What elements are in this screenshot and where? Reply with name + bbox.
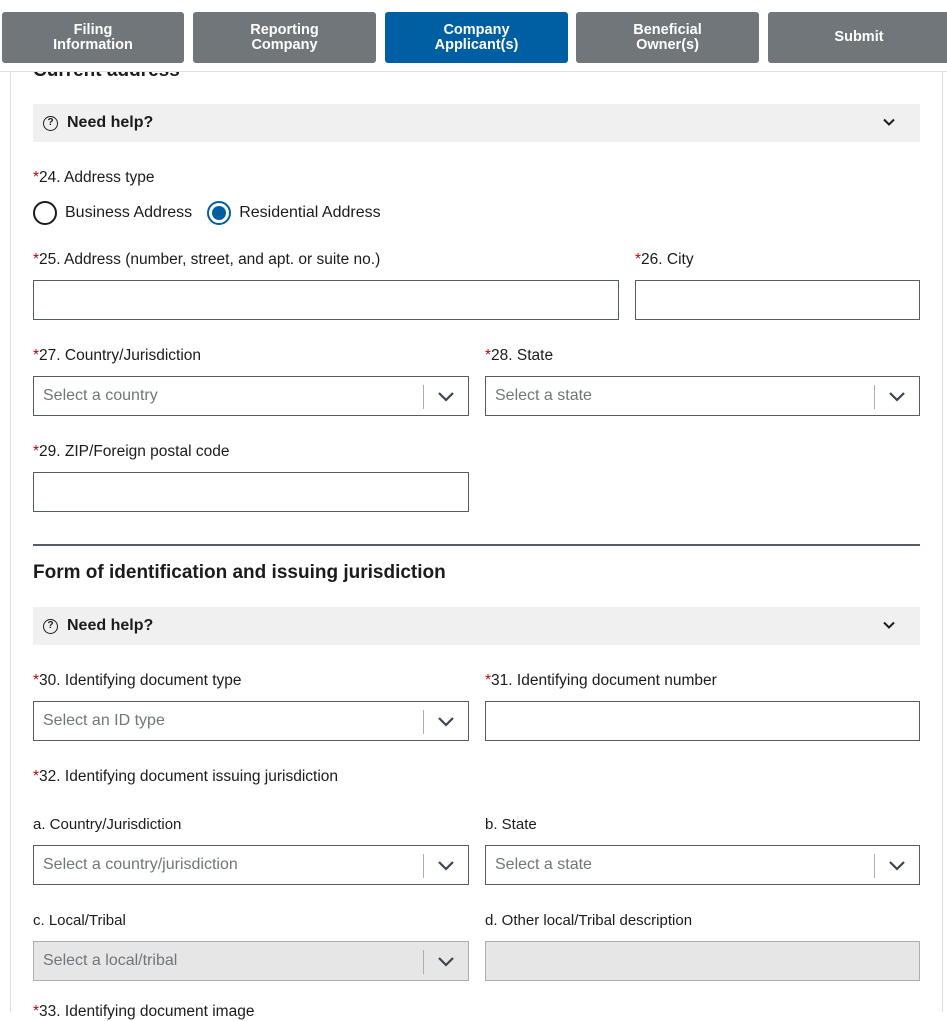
business-address-label: Business Address xyxy=(65,204,193,221)
tab-label: Submit xyxy=(834,29,884,45)
country-label: *27. Country/Jurisdiction xyxy=(33,347,202,364)
chevron-down-icon xyxy=(882,115,896,129)
doc-type-label: *30. Identifying document type xyxy=(33,672,242,689)
address-input[interactable] xyxy=(33,280,619,320)
business-address-radio[interactable] xyxy=(33,201,57,225)
tab-label: Company Applicant(s) xyxy=(434,21,519,53)
city-label: *26. City xyxy=(635,251,694,268)
other-local-tribal-label: d. Other local/Tribal description xyxy=(485,912,693,929)
question-circle-icon: ? xyxy=(43,619,58,634)
address-type-label: *24. Address type xyxy=(33,169,155,186)
tab-submit[interactable] xyxy=(768,12,947,63)
chevron-down-icon xyxy=(437,389,455,405)
tab-beneficial-owners[interactable] xyxy=(576,12,759,63)
issuing-state-select[interactable] xyxy=(485,845,920,885)
chevron-down-icon xyxy=(437,954,455,970)
local-tribal-placeholder: Select a local/tribal xyxy=(43,952,178,969)
need-help-label: Need help? xyxy=(67,617,154,634)
select-separator xyxy=(423,385,424,409)
issuing-country-label: a. Country/Jurisdiction xyxy=(33,816,182,833)
form-frame-left-border xyxy=(10,72,11,1012)
question-circle-icon: ? xyxy=(43,116,58,131)
residential-address-label: Residential Address xyxy=(239,204,381,221)
chevron-down-icon xyxy=(888,858,906,874)
local-tribal-select[interactable] xyxy=(33,941,469,981)
other-local-tribal-input[interactable] xyxy=(485,941,920,981)
chevron-down-icon xyxy=(437,858,455,874)
select-separator xyxy=(423,950,424,974)
tab-filing-information[interactable] xyxy=(2,12,184,63)
address-type-radio-group xyxy=(33,201,396,225)
country-select-placeholder: Select a country xyxy=(43,387,158,404)
form-step-tabs xyxy=(0,0,947,72)
select-separator xyxy=(423,854,424,878)
chevron-down-icon xyxy=(888,389,906,405)
issuing-state-label: b. State xyxy=(485,816,537,833)
issuing-jurisdiction-label: *32. Identifying document issuing jurisdiction xyxy=(33,768,339,785)
doc-number-label: *31. Identifying document number xyxy=(485,672,717,689)
identification-section-title: Form of identification and issuing jurisdiction xyxy=(33,562,446,583)
state-select[interactable] xyxy=(485,376,920,416)
doc-image-label: *33. Identifying document image xyxy=(33,1003,255,1020)
form-frame-right-border xyxy=(942,72,943,1012)
tab-label: Reporting Company xyxy=(250,21,319,53)
need-help-accordion-identification[interactable] xyxy=(33,607,920,645)
issuing-country-select[interactable] xyxy=(33,845,469,885)
select-separator xyxy=(423,710,424,734)
doc-number-input[interactable] xyxy=(485,701,920,741)
chevron-down-icon xyxy=(882,618,896,632)
doc-type-select[interactable] xyxy=(33,701,469,741)
issuing-state-placeholder: Select a state xyxy=(495,856,592,873)
need-help-label: Need help? xyxy=(67,114,154,131)
residential-address-radio[interactable] xyxy=(207,201,231,225)
country-select[interactable] xyxy=(33,376,469,416)
doc-type-placeholder: Select an ID type xyxy=(43,712,165,729)
need-help-accordion-address[interactable] xyxy=(33,104,920,142)
residential-address-option[interactable] xyxy=(207,201,380,225)
chevron-down-icon xyxy=(437,714,455,730)
city-input[interactable] xyxy=(635,280,920,320)
select-separator xyxy=(874,385,875,409)
business-address-option[interactable] xyxy=(33,201,192,225)
tab-label: Filing Information xyxy=(53,21,133,53)
state-label: *28. State xyxy=(485,347,554,364)
address-label: *25. Address (number, street, and apt. or suite no.) xyxy=(33,251,381,268)
tab-reporting-company[interactable] xyxy=(193,12,376,63)
issuing-country-placeholder: Select a country/jurisdiction xyxy=(43,856,238,873)
local-tribal-label: c. Local/Tribal xyxy=(33,912,126,929)
tab-label: Beneficial Owner(s) xyxy=(633,21,702,53)
zip-input[interactable] xyxy=(33,472,469,512)
select-separator xyxy=(874,854,875,878)
required-marker: * xyxy=(33,169,40,186)
section-divider xyxy=(33,544,920,546)
tab-company-applicants[interactable] xyxy=(385,12,568,63)
state-select-placeholder: Select a state xyxy=(495,387,592,404)
zip-label: *29. ZIP/Foreign postal code xyxy=(33,443,230,460)
